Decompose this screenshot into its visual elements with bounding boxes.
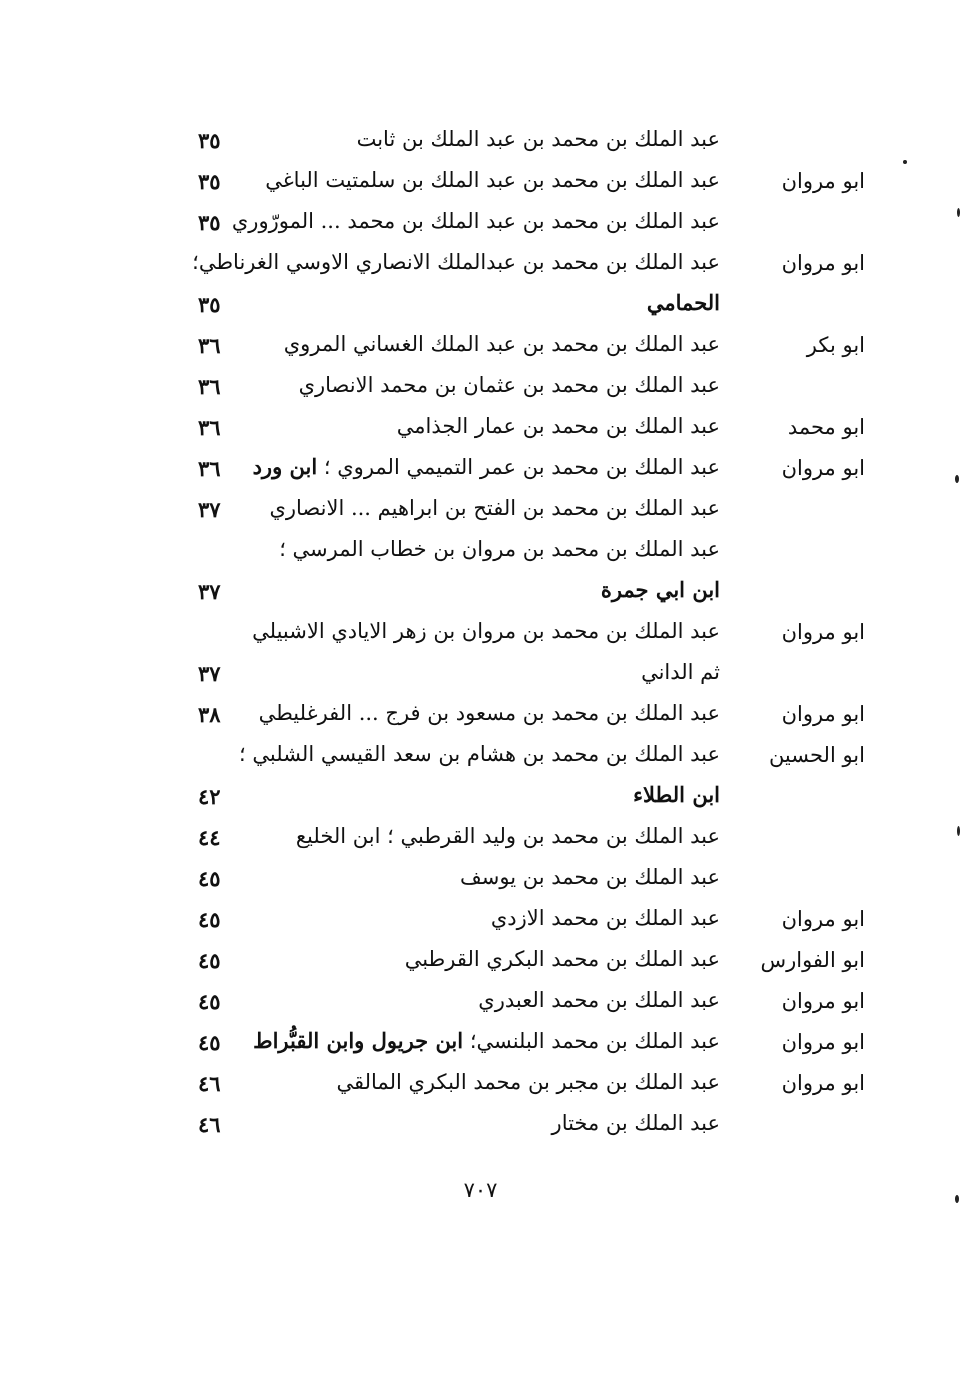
entry-name bbox=[357, 126, 720, 151]
entry-name-text: عبد الملك بن محمد الازدي bbox=[490, 906, 720, 930]
entry-name-text: عبد الملك بن محمد بن يوسف bbox=[460, 865, 720, 889]
scan-speck bbox=[955, 1195, 959, 1203]
index-entry bbox=[190, 983, 865, 1023]
entry-kunya: ابو مروان bbox=[781, 702, 865, 726]
entry-page-number: ٣٥ bbox=[198, 169, 221, 194]
entry-kunya: ابو مروان bbox=[781, 456, 865, 480]
entry-page-number: ٤٥ bbox=[198, 948, 221, 973]
entry-name bbox=[337, 1069, 721, 1094]
entry-name-bold: ابن الطلاء bbox=[633, 782, 720, 807]
entry-name bbox=[633, 782, 720, 807]
entry-name bbox=[460, 864, 720, 889]
entry-page-number: ٣٦ bbox=[198, 456, 221, 481]
index-entry bbox=[190, 942, 865, 982]
entry-name bbox=[397, 413, 720, 438]
entry-name bbox=[252, 618, 720, 643]
entry-name-text: عبد الملك بن محمد بن مروان بن زهر الايادي الاشبيلي bbox=[252, 619, 720, 643]
entry-name-text: عبد الملك بن محمد بن عمار الجذامي bbox=[396, 414, 720, 438]
entry-name-text: عبد الملك بن مختار bbox=[551, 1111, 720, 1135]
entry-page-number: ٣٧ bbox=[198, 579, 221, 604]
entry-kunya: ابو مروان bbox=[781, 1030, 865, 1054]
entry-name-bold: ابن ورد bbox=[252, 454, 318, 479]
entry-kunya: ابو مروان bbox=[781, 1071, 865, 1095]
entry-name bbox=[405, 946, 720, 971]
index-entry bbox=[190, 409, 865, 449]
entry-page-number: ٣٧ bbox=[198, 497, 221, 522]
index-entry bbox=[190, 327, 865, 367]
entry-name bbox=[265, 167, 720, 192]
index-entry bbox=[190, 860, 865, 900]
entry-name bbox=[259, 700, 720, 725]
entry-name bbox=[253, 1028, 720, 1053]
index-entry bbox=[190, 1024, 865, 1064]
entry-page-number: ٣٨ bbox=[198, 702, 221, 727]
entry-name bbox=[192, 249, 720, 274]
entry-page-number: ٤٤ bbox=[198, 825, 221, 850]
index-entry bbox=[190, 122, 865, 162]
entry-name bbox=[296, 823, 720, 848]
entry-name-text: عبد الملك بن محمد بن عبدالملك الانصاري الاوسي الغرناطي؛ bbox=[192, 250, 720, 274]
entry-name bbox=[647, 290, 720, 315]
entry-name-text: ثم الداني bbox=[641, 660, 720, 684]
entry-page-number: ٤٥ bbox=[198, 907, 221, 932]
entry-name-text: عبد الملك بن محمد بن عثمان بن محمد الانصاري bbox=[298, 373, 720, 397]
entry-name-text: عبد الملك بن محمد بن عبد الملك بن ثابت bbox=[356, 127, 720, 151]
index-entry bbox=[190, 614, 865, 654]
entry-page-number: ٣٦ bbox=[198, 333, 221, 358]
entry-page-number: ٣٥ bbox=[198, 210, 221, 235]
entry-name bbox=[253, 454, 720, 479]
entry-name bbox=[239, 741, 720, 766]
index-entry bbox=[190, 819, 865, 859]
index-entry bbox=[190, 1106, 865, 1146]
entry-name-text: عبد الملك بن محمد بن عبد الملك الغساني المروي bbox=[283, 332, 720, 356]
index-entry bbox=[190, 163, 865, 203]
entry-name-spacer bbox=[463, 1029, 470, 1053]
index-entry bbox=[190, 901, 865, 941]
entry-page-number: ٤٥ bbox=[198, 866, 221, 891]
entry-name-text: عبد الملك بن محمد بن وليد القرطبي ؛ ابن الخليع bbox=[295, 824, 720, 848]
entry-page-number: ٤٥ bbox=[198, 1030, 221, 1055]
entry-page-number: ٣٥ bbox=[198, 128, 221, 153]
entry-name-text: عبد الملك بن محمد بن الفتح بن ابراهيم ... الانصاري bbox=[269, 496, 720, 520]
page-number: ٧٠٧ bbox=[463, 1178, 498, 1202]
entry-name bbox=[601, 577, 720, 602]
entry-kunya: ابو بكر bbox=[806, 333, 865, 357]
scan-speck bbox=[903, 160, 907, 164]
scan-speck bbox=[957, 208, 960, 217]
entry-name-text: عبد الملك بن محمد بن عبد الملك بن سلمتيت الباغي bbox=[265, 168, 720, 192]
index-entry bbox=[190, 204, 865, 244]
entry-name-bold: ابن ابي جمرة bbox=[600, 577, 720, 602]
index-entry bbox=[190, 655, 865, 695]
entry-name-text: عبد الملك بن محمد بن عمر التميمي المروي ؛ bbox=[323, 455, 720, 479]
entry-name-spacer bbox=[317, 455, 324, 479]
entry-name-text: عبد الملك بن محمد البلنسي؛ bbox=[469, 1029, 720, 1053]
entry-name bbox=[491, 905, 720, 930]
entry-kunya: ابو الفوارس bbox=[760, 948, 865, 972]
entry-kunya: ابو محمد bbox=[787, 415, 865, 439]
entry-page-number: ٣٥ bbox=[198, 292, 221, 317]
entry-name-bold: ابن جريول وابن القبُّراط bbox=[253, 1028, 464, 1053]
entry-page-number: ٣٧ bbox=[198, 661, 221, 686]
entry-page-number: ٤٥ bbox=[198, 989, 221, 1014]
entry-kunya: ابو مروان bbox=[781, 907, 865, 931]
entry-name-text: عبد الملك بن محمد البكري القرطبي bbox=[404, 947, 720, 971]
index-entry bbox=[190, 696, 865, 736]
entry-page-number: ٤٢ bbox=[198, 784, 221, 809]
entry-name bbox=[231, 208, 720, 233]
entry-name-bold: الحمامي bbox=[646, 290, 720, 315]
entry-name-text: عبد الملك بن محمد بن عبد الملك بن محمد ... المورّوري bbox=[231, 209, 720, 233]
index-entry bbox=[190, 778, 865, 818]
entry-page-number: ٤٦ bbox=[198, 1112, 221, 1137]
entry-kunya: ابو مروان bbox=[781, 251, 865, 275]
index-entry bbox=[190, 286, 865, 326]
entry-name bbox=[284, 331, 720, 356]
entry-page-number: ٤٦ bbox=[198, 1071, 221, 1096]
entry-page-number: ٣٦ bbox=[198, 374, 221, 399]
index-entry bbox=[190, 450, 865, 490]
scan-speck bbox=[957, 826, 960, 836]
entry-kunya: ابو مروان bbox=[781, 989, 865, 1013]
entry-name bbox=[299, 372, 720, 397]
entry-name bbox=[552, 1110, 720, 1135]
index-entry bbox=[190, 573, 865, 613]
scan-speck bbox=[955, 475, 959, 483]
index-entry bbox=[190, 532, 865, 572]
entry-page-number: ٣٦ bbox=[198, 415, 221, 440]
index-entry bbox=[190, 245, 865, 285]
entry-name bbox=[279, 536, 720, 561]
entry-name-text: عبد الملك بن محمد بن هشام بن سعد القيسي الشلبي ؛ bbox=[239, 742, 720, 766]
index-entry bbox=[190, 368, 865, 408]
entry-name-text: عبد الملك بن محمد بن مروان بن خطاب المرسي ؛ bbox=[279, 537, 720, 561]
entry-name-text: عبد الملك بن مجبر بن محمد البكري المالقي bbox=[336, 1070, 720, 1094]
index-entry bbox=[190, 737, 865, 777]
index-entry bbox=[190, 491, 865, 531]
entry-name bbox=[269, 495, 720, 520]
entry-kunya: ابو مروان bbox=[781, 620, 865, 644]
entry-kunya: ابو الحسين bbox=[768, 743, 865, 767]
entry-name bbox=[641, 659, 720, 684]
entry-kunya: ابو مروان bbox=[781, 169, 865, 193]
entry-name bbox=[478, 987, 720, 1012]
index-entry bbox=[190, 1065, 865, 1105]
entry-name-text: عبد الملك بن محمد العبدري bbox=[478, 988, 720, 1012]
entry-name-text: عبد الملك بن محمد بن مسعود بن فرج ... الفرغليطي bbox=[258, 701, 720, 725]
